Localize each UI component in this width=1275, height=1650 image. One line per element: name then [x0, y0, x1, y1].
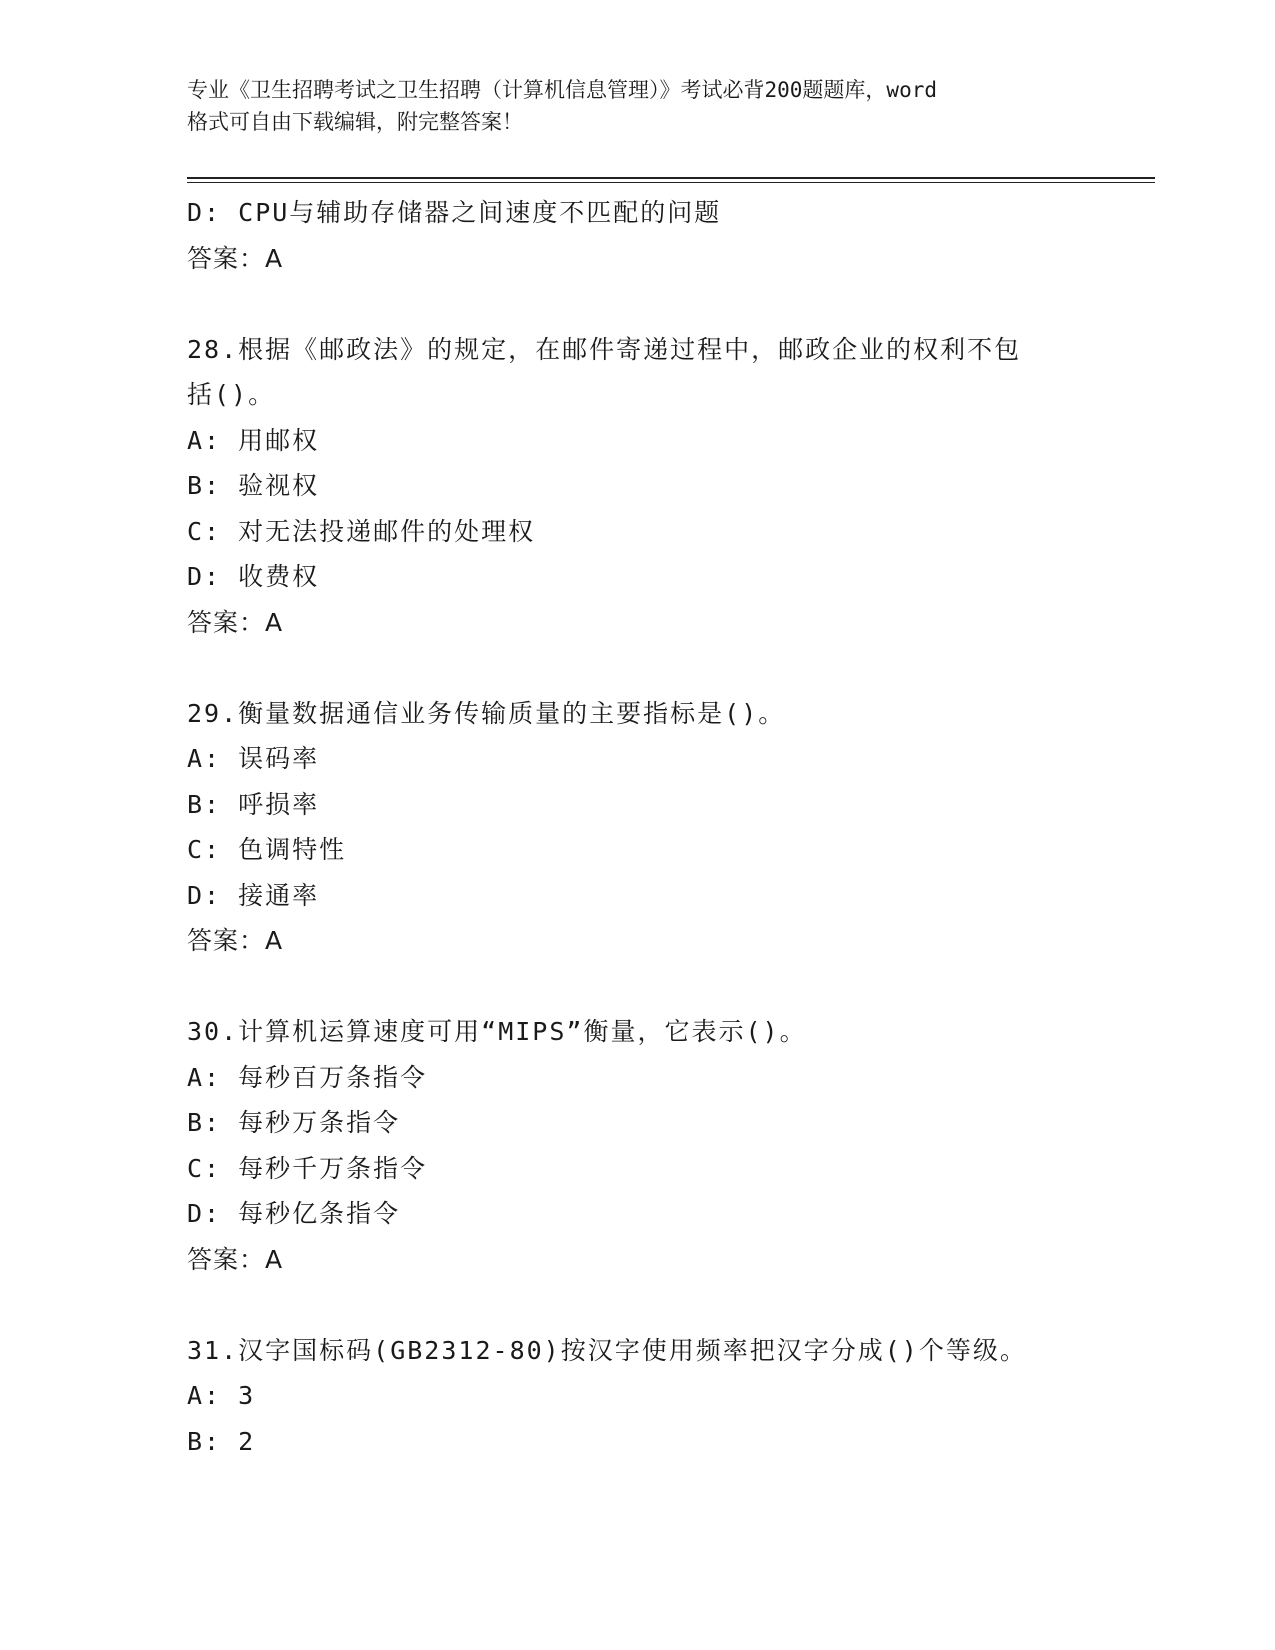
spacer	[187, 1282, 1107, 1328]
question-stem: 28.根据《邮政法》的规定，在邮件寄递过程中，邮政企业的权利不包	[187, 334, 1022, 364]
header-divider-thin	[187, 182, 1155, 183]
answer-line: 答案：A	[187, 243, 284, 273]
spacer	[187, 645, 1107, 691]
option-b: B: 2	[187, 1426, 256, 1456]
option-c: C: 对无法投递邮件的处理权	[187, 516, 536, 546]
question-stem: 31.汉字国标码(GB2312-80)按汉字使用频率把汉字分成()个等级。	[187, 1335, 1027, 1365]
option-c: C: 色调特性	[187, 835, 347, 864]
document-header	[187, 74, 1087, 138]
answer-line: 答案：A	[187, 607, 284, 637]
spacer	[187, 281, 1107, 327]
option-d: D: 收费权	[187, 562, 320, 591]
question-content	[187, 190, 1107, 1464]
option-b: B: 每秒万条指令	[187, 1108, 401, 1137]
answer-line: 答案：A	[187, 1244, 284, 1274]
option-d: D: 接通率	[187, 880, 320, 910]
question-28	[187, 327, 1107, 646]
option-a: A: 误码率	[187, 744, 320, 773]
option-c: C: 每秒千万条指令	[187, 1153, 428, 1183]
header-line-1: 专业《卫生招聘考试之卫生招聘（计算机信息管理）》考试必背200题题库，word	[187, 78, 937, 102]
question-stem: 30.计算机运算速度可用“MIPS”衡量，它表示()。	[187, 1017, 807, 1046]
answer-line: 答案：A	[187, 926, 284, 955]
option-b: B: 呼损率	[187, 789, 320, 819]
option-a: A: 每秒百万条指令	[187, 1062, 428, 1092]
question-30	[187, 1009, 1107, 1282]
option-b: B: 验视权	[187, 471, 320, 500]
option-a: A: 3	[187, 1381, 256, 1410]
question-stem-continued: 括()。	[187, 380, 276, 409]
question-stem: 29.衡量数据通信业务传输质量的主要指标是()。	[187, 698, 786, 728]
header-divider-thick	[187, 177, 1155, 179]
question-31	[187, 1328, 1107, 1465]
option-a: A: 用邮权	[187, 425, 320, 455]
question-29	[187, 691, 1107, 964]
spacer	[187, 964, 1107, 1010]
header-line-2: 格式可自由下载编辑，附完整答案！	[187, 110, 523, 134]
option-d: D: CPU与辅助存储器之间速度不匹配的问题	[187, 198, 722, 227]
option-d: D: 每秒亿条指令	[187, 1199, 401, 1228]
